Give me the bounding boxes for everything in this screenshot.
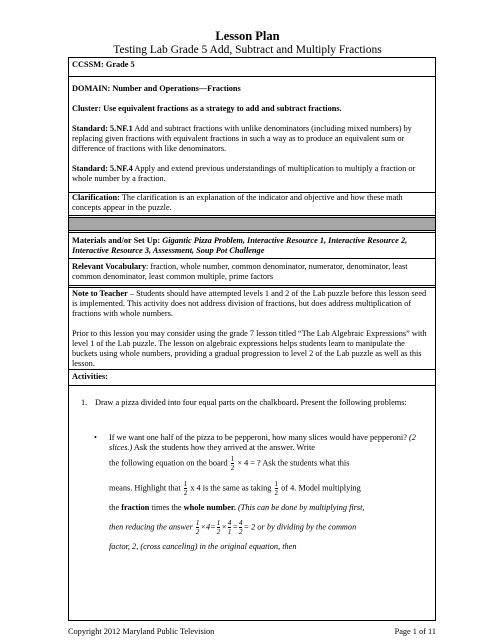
lesson-table: CCSSM: Grade 5 DOMAIN: Number and Operations—Fractions Cluster: Use equivalent fractions as a strategy to add and subtract fractions. Standard: 5.NF.1 Add and subtract fractions with unlike denominators (including mixed numbers) by replacing given fractions with equivalent fractions in such a way as to produce an equivalent sum or difference of fractions with like denominators. Standard: 5.NF.4 Apply and extend previous understandings of multiplication to multiply a fraction or whole number by a fraction. Clarification: The clarification is an explanation of the indicator and objective and how these math concepts appear in the puzzle. Materials and/or Set Up: Gigantic Pizza Problem, Interactive Resource 1, Interactive Resource 2, Interactive Resource 3, Assessment, Soup Pot Challenge Relevant Vocabulary: fraction, whole number, common denominator, numerator, denominator, least common denominator, least common multiple, prime factors Note to Teacher – Students should have attempted levels 1 and 2 of the Lab puzzle before this lesson seed is implemented. This activity does not address division of fractions, but does address multiplication of fractions with whole numbers. Prior to this lesson you may consider using the grade 7 lesson titled “The Lab Algebraic Expressions” with level 1 of the Lab puzzle. The lesson on algebraic expressions helps students learn to manipulate the buckets using whole numbers, providing a gradual progression to level 2 of the Lab puzzle as well as this lesson. Activities: 1. Draw a pizza divided into four equal parts on the chalkboard. Present the following problems: • If we want one half of the pizza to be pepperoni, how many slices would have pepperoni? (2 slices.) Ask the students how they arrived at the answer. Write the following equation on the board $\frac{1}{2}$ × 4 = ? Ask the students what this means. Highlight that $\frac{1}{2}$ x 4 is the same as taking $\frac{1}{2}$ of 4. Model multiplying the fraction times the whole number. (This can be done by multiplying first, then reducing the answer $\frac{1}{2}$ ×4= $\frac{1}{2}$ × $\frac{4}{1}$ = $\frac{4}{2}$ = 2 or by dividing by the common factor, 2, (cross canceling) in the original equation, then [68, 57, 436, 621]
page-title: Lesson Plan [215, 29, 280, 43]
divider [69, 385, 435, 386]
fraction-one-half: $\frac{1}{2}$ [216, 519, 221, 536]
note-to-teacher: Note to Teacher – Students should have attempted levels 1 and 2 of the Lab puzzle before this lesson seed is implemented. This activity does not address division of fractions, but does address multiplication of fractions with whole numbers. Prior to this lesson you may consider using the grade 7 lesson titled “The Lab Algebraic Expressions” with level 1 of the Lab puzzle. The lesson on algebraic expressions helps students learn to manipulate the buckets using whole numbers, providing a gradual progression to level 2 of the Lab puzzle as well as this lesson. [72, 289, 427, 368]
standards-section [69, 84, 435, 184]
standard-1: Standard: 5.NF.1 Add and subtract fractions with unlike denominators (including mixed numbers) by replacing given fractions with equivalent fractions in such a way as to produce an equivalent sum or difference of fractions with like denominators. [72, 124, 412, 153]
fraction-four-halves: $\frac{4}{2}$ [238, 519, 243, 536]
vocabulary-row: Relevant Vocabulary: fraction, whole number, common denominator, numerator, denominator, least common denominator, least common multiple, prime factors [72, 262, 408, 281]
page-subtitle: Testing Lab Grade 5 Add, Subtract and Multiply Fractions [113, 44, 382, 56]
fraction-one-half: $\frac{1}{2}$ [230, 455, 235, 472]
fraction-one-half: $\frac{1}{2}$ [183, 480, 188, 497]
standard-2: Standard: 5.NF.4 Apply and extend previous understandings of multiplication to multiply a fraction or whole number by a fraction. [72, 164, 416, 183]
fraction-one-half: $\frac{1}{2}$ [195, 519, 200, 536]
page-number: Page 1 of 11 [394, 627, 436, 636]
divider [69, 369, 435, 370]
domain-text: DOMAIN: Number and Operations—Fractions [72, 84, 241, 93]
divider [69, 258, 435, 259]
materials-row: Materials and/or Set Up: Gigantic Pizza Problem, Interactive Resource 1, Interactive Resource 2, Interactive Resource 3, Assessment, Soup Pot Challenge [72, 236, 408, 255]
activities-label-row: Activities: [72, 372, 108, 381]
divider [69, 76, 435, 77]
page-footer [68, 627, 436, 636]
ccssm-text: CCSSM: Grade 5 [72, 60, 135, 69]
fraction-four-over-one: $\frac{4}{1}$ [227, 519, 232, 536]
ccssm-row [69, 60, 435, 70]
divider [69, 285, 435, 288]
fraction-one-half: $\frac{1}{2}$ [274, 480, 279, 497]
divider [69, 230, 435, 233]
page-header [0, 29, 495, 57]
copyright-text: Copyright 2012 Maryland Public Television [68, 627, 215, 636]
clarification-row: Clarification: The clarification is an explanation of the indicator and objective and how these math concepts appear in the puzzle. [72, 193, 403, 212]
cluster-text: Cluster: Use equivalent fractions as a strategy to add and subtract fractions. [72, 104, 342, 113]
